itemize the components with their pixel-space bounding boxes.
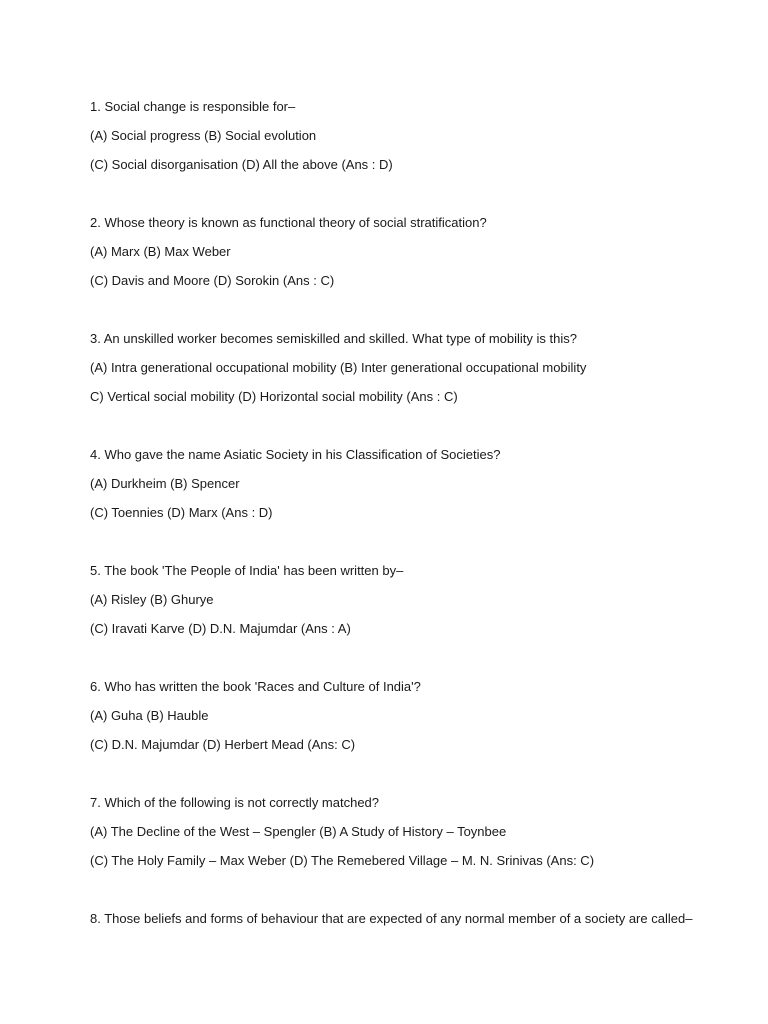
question-options: (A) Durkheim (B) Spencer xyxy=(90,476,240,491)
question-options: (A) The Decline of the West – Spengler (B) A Study of History – Toynbee xyxy=(90,824,507,839)
question-stem: 1. Social change is responsible for– xyxy=(90,99,296,114)
question-options: (A) Guha (B) Hauble xyxy=(90,708,209,723)
question-2 xyxy=(90,208,730,295)
question-options-answer: (C) Iravati Karve (D) D.N. Majumdar (Ans : A) xyxy=(90,621,351,636)
question-6 xyxy=(90,672,730,759)
question-options-answer: (C) Toennies (D) Marx (Ans : D) xyxy=(90,505,273,520)
question-7 xyxy=(90,788,730,875)
question-8 xyxy=(90,904,730,933)
question-options: (A) Risley (B) Ghurye xyxy=(90,592,214,607)
question-stem: 4. Who gave the name Asiatic Society in his Classification of Societies? xyxy=(90,447,501,462)
question-stem: 7. Which of the following is not correctly matched? xyxy=(90,795,380,810)
question-options: (A) Social progress (B) Social evolution xyxy=(90,128,317,143)
question-stem: 3. An unskilled worker becomes semiskilled and skilled. What type of mobility is this? xyxy=(90,331,577,346)
question-stem: 6. Who has written the book 'Races and Culture of India'? xyxy=(90,679,421,694)
question-stem: 8. Those beliefs and forms of behaviour that are expected of any normal member of a society are called– xyxy=(90,911,693,926)
question-3 xyxy=(90,324,730,411)
question-options: (A) Intra generational occupational mobility (B) Inter generational occupational mobility xyxy=(90,360,587,375)
question-options-answer: (C) Davis and Moore (D) Sorokin (Ans : C) xyxy=(90,273,335,288)
question-list xyxy=(90,92,730,962)
question-stem: 5. The book 'The People of India' has been written by– xyxy=(90,563,404,578)
question-options-answer: (C) The Holy Family – Max Weber (D) The Remebered Village – M. N. Srinivas (Ans: C) xyxy=(90,853,595,868)
question-options-answer: (C) D.N. Majumdar (D) Herbert Mead (Ans: C) xyxy=(90,737,356,752)
question-5 xyxy=(90,556,730,643)
question-options: (A) Marx (B) Max Weber xyxy=(90,244,231,259)
question-options-answer: C) Vertical social mobility (D) Horizontal social mobility (Ans : C) xyxy=(90,389,458,404)
question-stem: 2. Whose theory is known as functional theory of social stratification? xyxy=(90,215,487,230)
question-4 xyxy=(90,440,730,527)
question-options-answer: (C) Social disorganisation (D) All the above (Ans : D) xyxy=(90,157,393,172)
question-1 xyxy=(90,92,730,179)
